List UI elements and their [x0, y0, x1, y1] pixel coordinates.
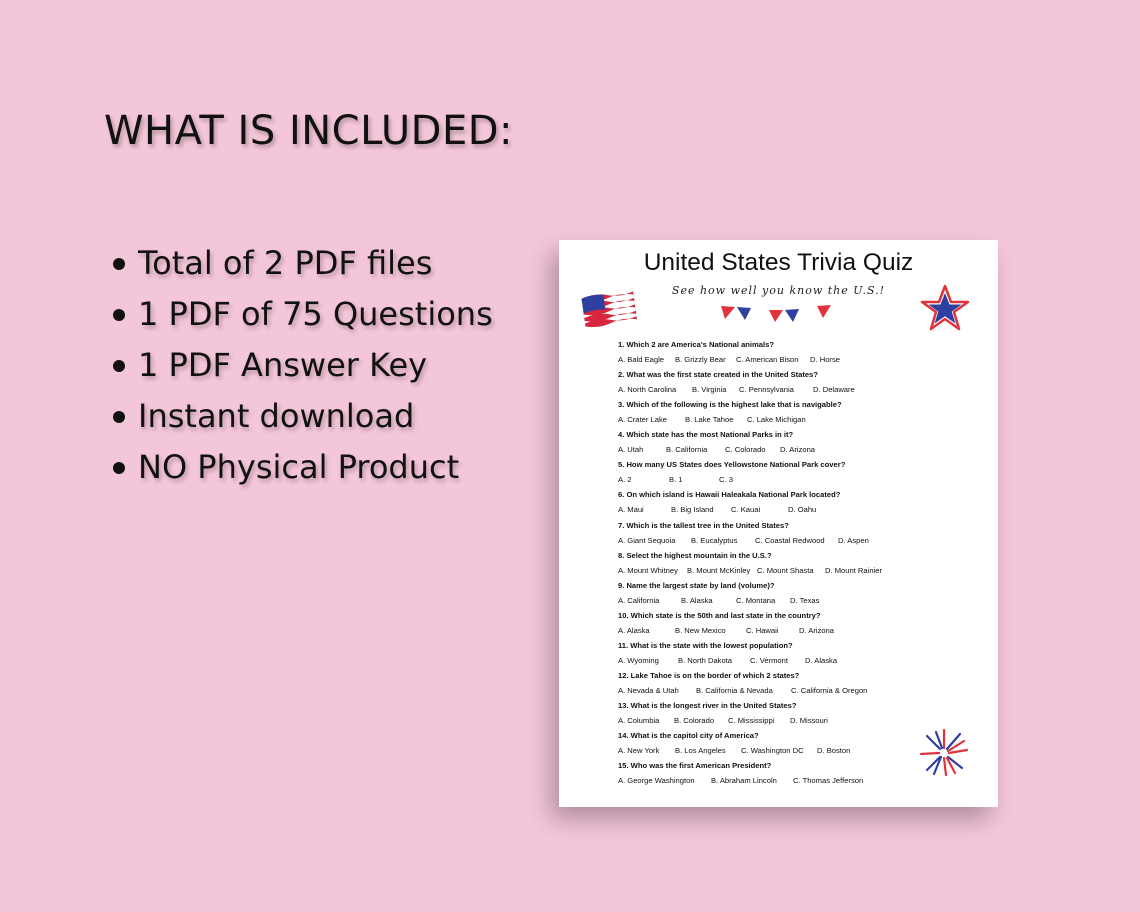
- answer-options: [618, 745, 978, 760]
- answer-option: B. New Mexico: [675, 625, 726, 635]
- question-text: 14. What is the capitol city of America?: [618, 731, 759, 741]
- answer-options: [618, 474, 978, 489]
- answer-option: A. New York: [618, 746, 660, 756]
- feature-item: 1 PDF of 75 Questions: [110, 294, 493, 345]
- answer-option: C. Mount Shasta: [757, 565, 814, 575]
- answer-option: D. Oahu: [788, 505, 817, 515]
- answer-option: B. Alaska: [681, 595, 713, 605]
- answer-option: B. Mount McKinley: [687, 565, 751, 575]
- answer-option: A. Columbia: [618, 716, 660, 726]
- answer-options: [618, 775, 978, 790]
- answer-option: B. California: [666, 445, 708, 455]
- answer-option: A. Crater Lake: [618, 415, 667, 425]
- answer-option: C. Lake Michigan: [747, 415, 806, 425]
- answer-option: B. Lake Tahoe: [685, 415, 734, 425]
- answer-options: [618, 655, 978, 670]
- page-heading: WHAT IS INCLUDED:: [104, 108, 514, 154]
- question-text: 6. On which island is Hawaii Haleakala National Park located?: [618, 490, 841, 500]
- answer-option: C. Vermont: [750, 655, 788, 665]
- answer-option: B. Big Island: [671, 505, 714, 515]
- answer-options: [618, 535, 978, 550]
- american-flag-icon: [579, 285, 639, 329]
- answer-options: [618, 685, 978, 700]
- question-text: 10. Which state is the 50th and last state in the country?: [618, 610, 821, 620]
- question-text: 12. Lake Tahoe is on the border of which 2 states?: [618, 671, 800, 681]
- answer-option: A. Nevada & Utah: [618, 686, 679, 696]
- answer-option: D. Missouri: [790, 716, 828, 726]
- answer-option: C. Colorado: [725, 445, 766, 455]
- question-text: 7. Which is the tallest tree in the United States?: [618, 520, 789, 530]
- answer-option: D. Arizona: [780, 445, 816, 455]
- answer-option: B. Grizzly Bear: [675, 355, 726, 364]
- answer-option: C. Hawaii: [746, 625, 779, 635]
- answer-options: [618, 444, 978, 459]
- question-text: 3. Which of the following is the highest lake that is navigable?: [618, 400, 842, 410]
- answer-option: C. California & Oregon: [791, 686, 868, 696]
- answer-option: C. Coastal Redwood: [755, 535, 825, 545]
- answer-options: [618, 565, 978, 580]
- question-text: 1. Which 2 are America's National animals?: [618, 340, 774, 349]
- answer-options: [618, 414, 978, 429]
- answer-option: C. American Bison: [736, 355, 799, 364]
- answer-option: C. Pennsylvania: [739, 385, 794, 395]
- answer-options: [618, 715, 978, 730]
- answer-option: B. Abraham Lincoln: [711, 776, 777, 786]
- question-text: 5. How many US States does Yellowstone National Park cover?: [618, 460, 846, 470]
- answer-options: [618, 384, 978, 399]
- answer-option: B. Eucalyptus: [691, 535, 738, 545]
- answer-option: D. Horse: [810, 355, 840, 364]
- answer-option: B. Virginia: [692, 385, 727, 395]
- answer-option: B. California & Nevada: [696, 686, 773, 696]
- feature-item: Instant download: [110, 396, 493, 447]
- star-icon: [920, 284, 970, 332]
- answer-option: A. Alaska: [618, 625, 650, 635]
- answer-option: C. Mississippi: [728, 716, 775, 726]
- answer-option: D. Aspen: [838, 535, 869, 545]
- question-text: 2. What was the first state created in the United States?: [618, 370, 819, 380]
- answer-options: [618, 504, 978, 519]
- quiz-questions: [618, 339, 978, 790]
- quiz-sheet-preview: [559, 240, 998, 807]
- answer-option: C. Washington DC: [741, 746, 804, 756]
- sheet-title: United States Trivia Quiz: [643, 249, 914, 276]
- question-text: 15. Who was the first American President?: [618, 761, 772, 771]
- sheet-subtitle: See how well you know the U.S.!: [671, 284, 886, 297]
- feature-item: Total of 2 PDF files: [110, 243, 493, 294]
- question-text: 13. What is the longest river in the United States?: [618, 701, 797, 711]
- feature-item: 1 PDF Answer Key: [110, 345, 493, 396]
- answer-option: A. Bald Eagle: [618, 355, 665, 364]
- question-text: 4. Which state has the most National Parks in it?: [618, 430, 794, 440]
- question-text: 8. Select the highest mountain in the U.S.?: [618, 550, 772, 560]
- answer-option: D. Boston: [817, 746, 851, 756]
- answer-option: A. Maui: [618, 505, 644, 515]
- answer-options: [618, 625, 978, 640]
- answer-option: D. Delaware: [813, 385, 855, 395]
- question-text: 9. Name the largest state by land (volume)?: [618, 580, 775, 590]
- answer-option: A. California: [618, 595, 660, 605]
- answer-option: D. Alaska: [805, 655, 838, 665]
- answer-option: B. Colorado: [674, 716, 715, 726]
- answer-option: B. 1: [669, 475, 683, 485]
- question-text: 11. What is the state with the lowest population?: [618, 640, 793, 650]
- answer-option: D. Texas: [790, 595, 820, 605]
- answer-option: D. Mount Rainier: [825, 565, 882, 575]
- answer-options: [618, 354, 978, 369]
- answer-option: B. North Dakota: [678, 655, 733, 665]
- feature-list: [110, 243, 493, 498]
- answer-option: C. Kauai: [731, 505, 761, 515]
- answer-option: D. Arizona: [799, 625, 835, 635]
- answer-options: [618, 595, 978, 610]
- answer-option: A. Mount Whitney: [618, 565, 678, 575]
- answer-option: A. George Washington: [618, 776, 695, 786]
- answer-option: A. Giant Sequoia: [618, 535, 676, 545]
- answer-option: C. Montana: [736, 595, 776, 605]
- answer-option: A. North Carolina: [618, 385, 677, 395]
- answer-option: C. 3: [719, 475, 733, 485]
- answer-option: A. Wyoming: [618, 655, 659, 665]
- answer-option: C. Thomas Jefferson: [793, 776, 864, 786]
- feature-item: NO Physical Product: [110, 447, 493, 498]
- bunting-icon: [715, 300, 843, 326]
- answer-option: A. 2: [618, 475, 632, 485]
- answer-option: A. Utah: [618, 445, 644, 455]
- answer-option: B. Los Angeles: [675, 746, 726, 756]
